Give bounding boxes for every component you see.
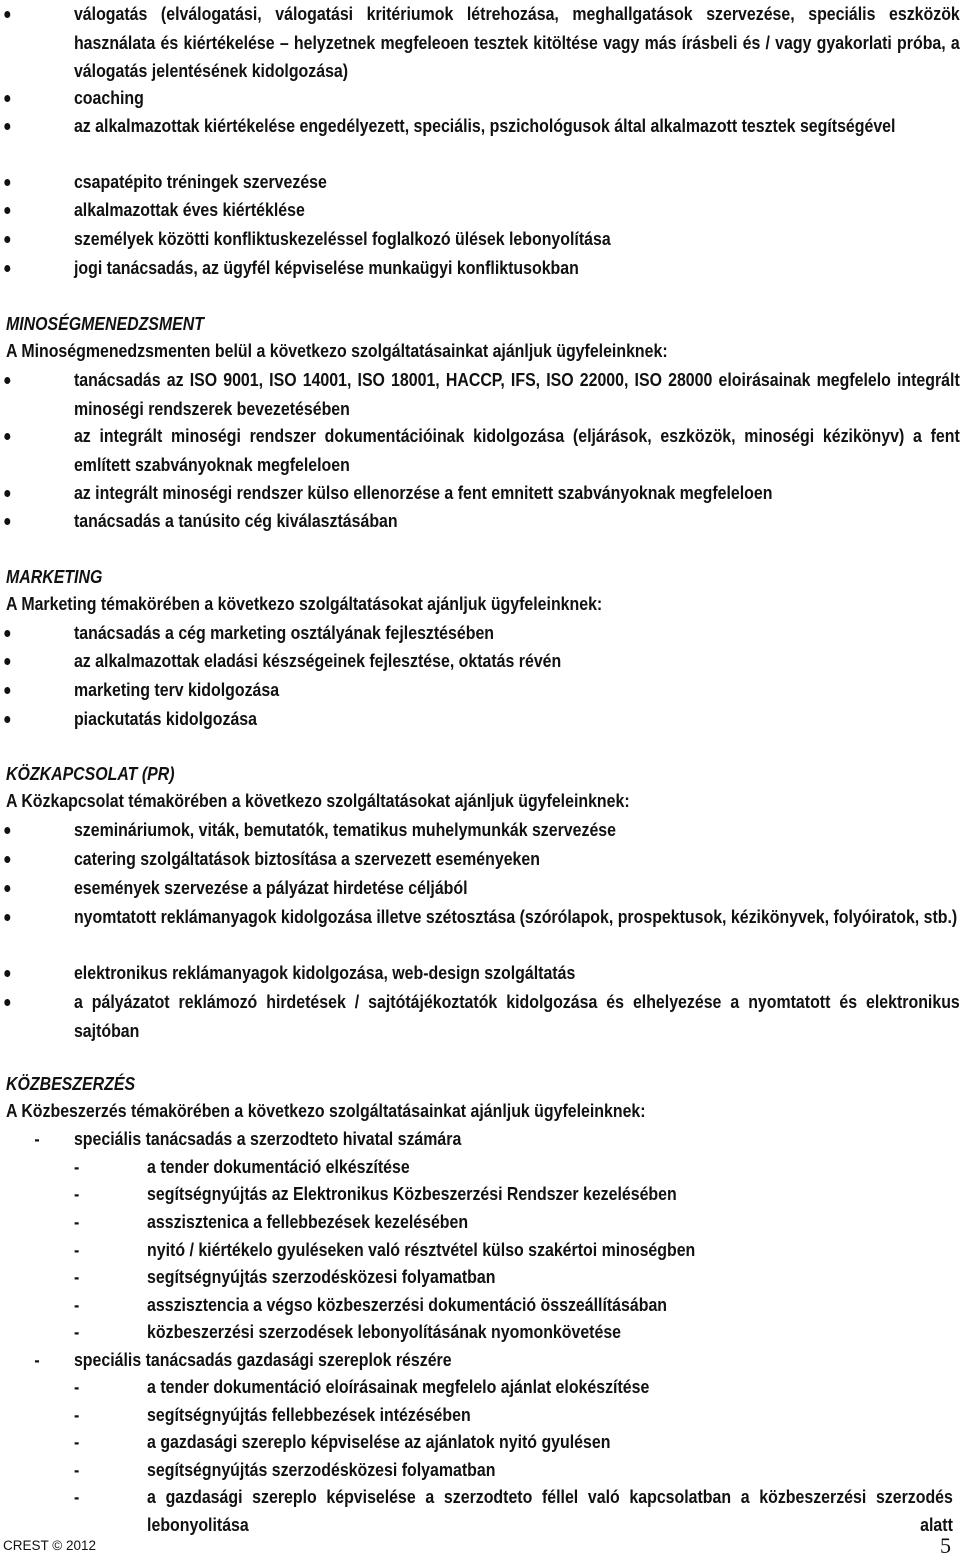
dash-icon: -	[73, 1211, 80, 1232]
bullet-icon	[4, 377, 10, 384]
section-intro-kozbeszerzes: A Közbeszerzés témakörében a következo szolgáltatásainkat ajánljuk ügyfeleinknek:	[6, 1100, 646, 1121]
list-item-text: a tender dokumentáció elkészítése	[147, 1156, 410, 1177]
bullet-icon	[4, 856, 10, 863]
list-item-text: az alkalmazottak eladási készségeinek fejlesztése, oktatás révén	[73, 650, 562, 671]
list-item-text: nyitó / kiértékelo gyuléseken való résztvétel külso szakértoi minoségben	[147, 1239, 696, 1260]
list-item-text: események szervezése a pályázat hirdetése céljából	[73, 877, 468, 898]
list-item-text: a pályázatot reklámozó hirdetések / sajtótájékoztatók kidolgozása és elhelyezése a nyomtatott és elektronikus sajtóban	[73, 991, 960, 1041]
section-intro-kozkapcsolat: A Közkapcsolat témakörében a következo szolgáltatásokat ajánljuk ügyfeleinknek:	[6, 790, 630, 811]
list-item-text: az integrált minoségi rendszer külso ellenorzése a fent emnitett szabványoknak megfeleloen	[73, 482, 773, 503]
bullet-icon	[4, 687, 10, 694]
dash-icon: -	[73, 1376, 80, 1397]
list-item-text: tanácsadás a cég marketing osztályának fejlesztésében	[73, 622, 495, 643]
list-item-text: alkalmazottak éves kiértéklése	[73, 199, 305, 220]
list-item-text: segítségnyújtás az Elektronikus Közbeszerzési Rendszer kezelésében	[147, 1183, 677, 1204]
list-item-text: az integrált minoségi rendszer dokumentációinak kidolgozása (eljárások, eszközök, minoségi kézikönyv) a fent említett szabványoknak megfeleloen	[73, 425, 960, 475]
bullet-icon	[4, 179, 10, 186]
list-item-text: szemináriumok, viták, bemutatók, tematikus muhelymunkák szervezése	[73, 819, 617, 840]
dash-icon: -	[73, 1404, 80, 1425]
list-item-text: jogi tanácsadás, az ügyfél képviselése munkaügyi konfliktusokban	[73, 257, 579, 278]
list-item-text: piackutatás kidolgozása	[73, 708, 257, 729]
footer-copyright: CREST © 2012	[3, 1538, 96, 1553]
dash-icon: -	[34, 1349, 40, 1370]
list-item-text: asszisztencia a végso közbeszerzési dokumentáció összeállításában	[147, 1294, 668, 1315]
list-item-text: közbeszerzési szerzodések lebonyolításának nyomonkövetése	[147, 1321, 622, 1342]
bullet-icon	[4, 490, 10, 497]
list-item-text: nyomtatott reklámanyagok kidolgozása illetve szétosztása (szórólapok, prospektusok, kézikönyvek, folyóiratok, stb.)	[73, 906, 958, 927]
list-group-text: speciális tanácsadás a szerzodteto hivatal számára	[73, 1128, 462, 1149]
dash-icon: -	[73, 1294, 80, 1315]
list-item-text: elektronikus reklámanyagok kidolgozása, web-design szolgáltatás	[73, 962, 576, 983]
section-intro-marketing: A Marketing témakörében a következo szolgáltatásokat ajánljuk ügyfeleinknek:	[6, 593, 603, 614]
list-item-text: csapatépito tréningek szervezése	[73, 171, 327, 192]
list-item-text: coaching	[73, 87, 144, 108]
bullet-icon	[4, 999, 10, 1006]
list-item-text: segítségnyújtás fellebbezések intézésében	[147, 1404, 471, 1425]
list-item-text: segítségnyújtás szerzodésközesi folyamatban	[147, 1459, 496, 1480]
list-item-text: tanácsadás az ISO 9001, ISO 14001, ISO 18001, HACCP, IFS, ISO 22000, ISO 28000 eloirásainak megfelelo integrált minoségi rendszerek bevezetésében	[73, 369, 960, 419]
dash-icon: -	[73, 1239, 80, 1260]
list-item-text: asszisztenica a fellebbezések kezelésében	[147, 1211, 469, 1232]
list-item-text: segítségnyújtás szerzodésközesi folyamatban	[147, 1266, 496, 1287]
dash-icon: -	[34, 1128, 40, 1149]
bullet-icon	[4, 236, 10, 243]
bullet-icon	[4, 885, 10, 892]
bullet-icon	[4, 630, 10, 637]
bullet-icon	[4, 914, 10, 921]
bullet-icon	[4, 265, 10, 272]
dash-icon: -	[73, 1321, 80, 1342]
bullet-icon	[4, 433, 10, 440]
bullet-icon	[4, 658, 10, 665]
dash-icon: -	[73, 1183, 80, 1204]
list-item-text: válogatás (elválogatási, válogatási kritériumok létrehozása, meghallgatások szervezése, speciális eszközök használata és kiértékelése – helyzetnek megfeleoen tesztek kitöltése vagy más írásbeli és / vagy gyakorlati próba, a válogatás jelentésének kidolgozása)	[73, 3, 960, 81]
section-heading-minoseg: MINOSÉGMENEDZSMENT	[6, 313, 205, 334]
section-heading-kozkapcsolat: KÖZKAPCSOLAT (PR)	[6, 763, 175, 784]
list-item-text: a tender dokumentáció eloírásainak megfelelo ajánlat elokészítése	[147, 1376, 650, 1397]
list-item-text: személyek közötti konfliktuskezeléssel foglalkozó ülések lebonyolítása	[73, 228, 611, 249]
bullet-icon	[4, 970, 10, 977]
bullet-icon	[4, 716, 10, 723]
page-number: 5	[940, 1533, 951, 1558]
dash-icon: -	[73, 1431, 80, 1452]
list-group-text: speciális tanácsadás gazdasági szereplok részére	[73, 1349, 452, 1370]
bullet-icon	[4, 123, 10, 130]
dash-icon: -	[73, 1156, 80, 1177]
dash-icon: -	[73, 1459, 80, 1480]
section-heading-marketing: MARKETING	[6, 566, 103, 587]
list-item-text: marketing terv kidolgozása	[73, 679, 280, 700]
bullet-icon	[4, 207, 10, 214]
list-item-text: catering szolgáltatások biztosítása a szervezett eseményeken	[73, 848, 540, 869]
section-intro-minoseg: A Minoségmenedzsmenten belül a következo szolgáltatásainkat ajánljuk ügyfeleinknek:	[6, 340, 668, 361]
dash-icon: -	[73, 1266, 80, 1287]
list-item-text: az alkalmazottak kiértékelése engedélyezett, speciális, pszichológusok által alkalmazott tesztek segítségével	[73, 115, 896, 136]
dash-icon: -	[73, 1486, 80, 1507]
bullet-icon	[4, 518, 10, 525]
bullet-icon	[4, 95, 10, 102]
bullet-icon	[4, 11, 10, 18]
bullet-icon	[4, 827, 10, 834]
section-heading-kozbeszerzes: KÖZBESZERZÉS	[6, 1073, 136, 1094]
list-item-text: a gazdasági szereplo képviselése az ajánlatok nyitó gyulésen	[147, 1431, 611, 1452]
list-item-text: tanácsadás a tanúsito cég kiválasztásában	[73, 510, 398, 531]
list-item-text: a gazdasági szereplo képviselése a szerzodteto féllel való kapcsolatban a közbeszerzési szerzodés lebonyolitása alatt	[147, 1486, 953, 1535]
